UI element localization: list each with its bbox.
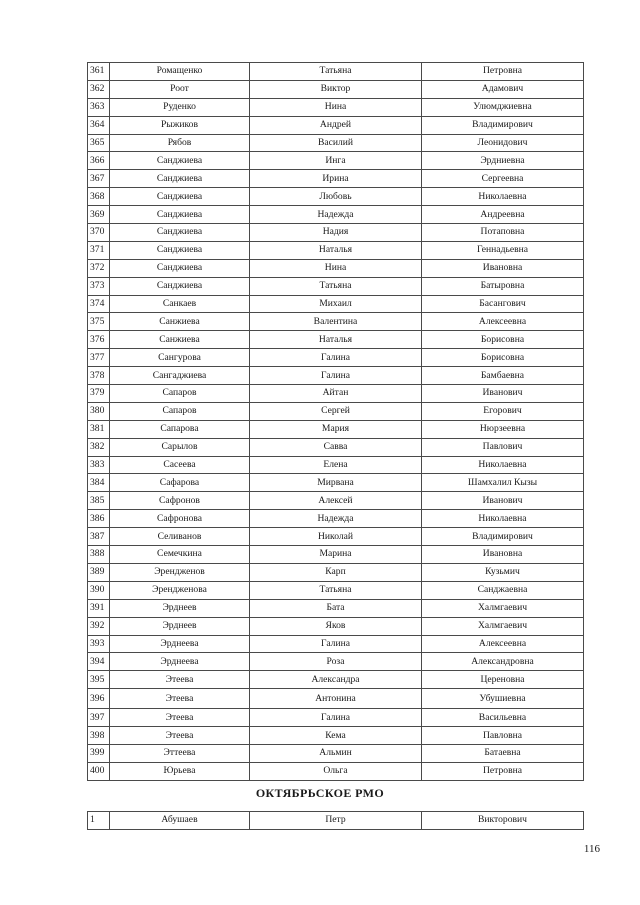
first-name-cell: Андрей xyxy=(250,116,422,134)
first-name-cell: Валентина xyxy=(250,313,422,331)
first-name-cell: Наталья xyxy=(250,331,422,349)
last-name-cell: Санджиева xyxy=(110,152,250,170)
patronymic-cell: Борисовна xyxy=(422,349,584,367)
last-name-cell: Сафронов xyxy=(110,492,250,510)
first-name-cell: Татьяна xyxy=(250,581,422,599)
row-number-cell: 372 xyxy=(88,259,110,277)
row-number-cell: 384 xyxy=(88,474,110,492)
table-row xyxy=(88,474,584,492)
table-row xyxy=(88,617,584,635)
table-row xyxy=(88,152,584,170)
first-name-cell: Надежда xyxy=(250,206,422,224)
first-name-cell: Мирвана xyxy=(250,474,422,492)
row-number-cell: 400 xyxy=(88,762,110,780)
patronymic-cell: Ивановна xyxy=(422,546,584,564)
first-name-cell: Карп xyxy=(250,563,422,581)
table-row xyxy=(88,744,584,762)
patronymic-cell: Кузьмич xyxy=(422,563,584,581)
first-name-cell: Яков xyxy=(250,617,422,635)
patronymic-cell: Эрдниевна xyxy=(422,152,584,170)
patronymic-cell: Петровна xyxy=(422,63,584,81)
row-number-cell: 398 xyxy=(88,727,110,745)
last-name-cell: Санджиева xyxy=(110,259,250,277)
patronymic-cell: Андреевна xyxy=(422,206,584,224)
last-name-cell: Рыжиков xyxy=(110,116,250,134)
first-name-cell: Ирина xyxy=(250,170,422,188)
patronymic-cell: Викторович xyxy=(422,812,584,830)
row-number-cell: 366 xyxy=(88,152,110,170)
row-number-cell: 395 xyxy=(88,671,110,689)
patronymic-cell: Алексеевна xyxy=(422,313,584,331)
patronymic-cell: Батыровна xyxy=(422,277,584,295)
row-number-cell: 374 xyxy=(88,295,110,313)
first-name-cell: Любовь xyxy=(250,188,422,206)
first-name-cell: Савва xyxy=(250,438,422,456)
row-number-cell: 390 xyxy=(88,581,110,599)
first-name-cell: Петр xyxy=(250,812,422,830)
table-row xyxy=(88,528,584,546)
patronymic-cell: Цереновна xyxy=(422,671,584,689)
table-row xyxy=(88,420,584,438)
table-row xyxy=(88,349,584,367)
row-number-cell: 377 xyxy=(88,349,110,367)
row-number-cell: 368 xyxy=(88,188,110,206)
row-number-cell: 399 xyxy=(88,744,110,762)
last-name-cell: Этеева xyxy=(110,709,250,727)
table-row xyxy=(88,689,584,709)
row-number-cell: 362 xyxy=(88,80,110,98)
patronymic-cell: Васильевна xyxy=(422,709,584,727)
last-name-cell: Санкаев xyxy=(110,295,250,313)
table-row xyxy=(88,224,584,242)
last-name-cell: Санджиева xyxy=(110,241,250,259)
roster-table-body xyxy=(88,63,584,781)
last-name-cell: Селиванов xyxy=(110,528,250,546)
patronymic-cell: Улюмджиевна xyxy=(422,98,584,116)
table-row xyxy=(88,277,584,295)
table-row xyxy=(88,241,584,259)
last-name-cell: Эттеева xyxy=(110,744,250,762)
roster-table xyxy=(87,62,584,781)
last-name-cell: Санджиева xyxy=(110,206,250,224)
last-name-cell: Сарылов xyxy=(110,438,250,456)
first-name-cell: Николай xyxy=(250,528,422,546)
table-row xyxy=(88,295,584,313)
table-row xyxy=(88,385,584,403)
row-number-cell: 380 xyxy=(88,402,110,420)
first-name-cell: Татьяна xyxy=(250,63,422,81)
patronymic-cell: Егорович xyxy=(422,402,584,420)
first-name-cell: Елена xyxy=(250,456,422,474)
table-row xyxy=(88,367,584,385)
section-roster-table xyxy=(87,811,584,830)
first-name-cell: Сергей xyxy=(250,402,422,420)
patronymic-cell: Павловна xyxy=(422,727,584,745)
last-name-cell: Санджиева xyxy=(110,277,250,295)
row-number-cell: 393 xyxy=(88,635,110,653)
patronymic-cell: Адамович xyxy=(422,80,584,98)
first-name-cell: Галина xyxy=(250,349,422,367)
first-name-cell: Альмин xyxy=(250,744,422,762)
table-row xyxy=(88,653,584,671)
first-name-cell: Надия xyxy=(250,224,422,242)
table-row xyxy=(88,456,584,474)
last-name-cell: Сапаров xyxy=(110,385,250,403)
first-name-cell: Наталья xyxy=(250,241,422,259)
last-name-cell: Эрднеева xyxy=(110,635,250,653)
patronymic-cell: Павлович xyxy=(422,438,584,456)
last-name-cell: Эрднеев xyxy=(110,617,250,635)
table-row xyxy=(88,134,584,152)
last-name-cell: Сафарова xyxy=(110,474,250,492)
table-row xyxy=(88,98,584,116)
first-name-cell: Антонина xyxy=(250,689,422,709)
patronymic-cell: Батаевна xyxy=(422,744,584,762)
last-name-cell: Сасеева xyxy=(110,456,250,474)
last-name-cell: Этеева xyxy=(110,727,250,745)
last-name-cell: Эрднеев xyxy=(110,599,250,617)
first-name-cell: Айтан xyxy=(250,385,422,403)
first-name-cell: Александра xyxy=(250,671,422,689)
last-name-cell: Рябов xyxy=(110,134,250,152)
patronymic-cell: Николаевна xyxy=(422,510,584,528)
last-name-cell: Сангурова xyxy=(110,349,250,367)
patronymic-cell: Убушиевна xyxy=(422,689,584,709)
last-name-cell: Эрднеева xyxy=(110,653,250,671)
row-number-cell: 386 xyxy=(88,510,110,528)
row-number-cell: 381 xyxy=(88,420,110,438)
row-number-cell: 388 xyxy=(88,546,110,564)
first-name-cell: Кема xyxy=(250,727,422,745)
patronymic-cell: Халмгаевич xyxy=(422,599,584,617)
table-row xyxy=(88,206,584,224)
row-number-cell: 365 xyxy=(88,134,110,152)
first-name-cell: Василий xyxy=(250,134,422,152)
row-number-cell: 389 xyxy=(88,563,110,581)
patronymic-cell: Александровна xyxy=(422,653,584,671)
first-name-cell: Галина xyxy=(250,635,422,653)
first-name-cell: Инга xyxy=(250,152,422,170)
first-name-cell: Галина xyxy=(250,367,422,385)
row-number-cell: 391 xyxy=(88,599,110,617)
patronymic-cell: Нюрзеевна xyxy=(422,420,584,438)
first-name-cell: Роза xyxy=(250,653,422,671)
first-name-cell: Нина xyxy=(250,259,422,277)
row-number-cell: 397 xyxy=(88,709,110,727)
row-number-cell: 369 xyxy=(88,206,110,224)
patronymic-cell: Владимирович xyxy=(422,116,584,134)
table-row xyxy=(88,727,584,745)
patronymic-cell: Геннадьевна xyxy=(422,241,584,259)
last-name-cell: Сапаров xyxy=(110,402,250,420)
row-number-cell: 370 xyxy=(88,224,110,242)
last-name-cell: Абушаев xyxy=(110,812,250,830)
patronymic-cell: Шамхалил Кызы xyxy=(422,474,584,492)
first-name-cell: Виктор xyxy=(250,80,422,98)
row-number-cell: 378 xyxy=(88,367,110,385)
last-name-cell: Сафронова xyxy=(110,510,250,528)
last-name-cell: Семечкина xyxy=(110,546,250,564)
row-number-cell: 385 xyxy=(88,492,110,510)
table-row xyxy=(88,63,584,81)
row-number-cell: 376 xyxy=(88,331,110,349)
patronymic-cell: Сергеевна xyxy=(422,170,584,188)
section-roster-body xyxy=(88,812,584,830)
table-row xyxy=(88,599,584,617)
table-row xyxy=(88,762,584,780)
patronymic-cell: Алексеевна xyxy=(422,635,584,653)
table-row xyxy=(88,492,584,510)
row-number-cell: 383 xyxy=(88,456,110,474)
patronymic-cell: Ивановна xyxy=(422,259,584,277)
last-name-cell: Юрьева xyxy=(110,762,250,780)
table-row xyxy=(88,170,584,188)
table-row xyxy=(88,812,584,830)
table-row xyxy=(88,510,584,528)
first-name-cell: Галина xyxy=(250,709,422,727)
first-name-cell: Марина xyxy=(250,546,422,564)
table-row xyxy=(88,581,584,599)
section-heading: ОКТЯБРЬСКОЕ РМО xyxy=(255,786,385,800)
last-name-cell: Сангаджиева xyxy=(110,367,250,385)
patronymic-cell: Борисовна xyxy=(422,331,584,349)
patronymic-cell: Николаевна xyxy=(422,188,584,206)
row-number-cell: 396 xyxy=(88,689,110,709)
table-row xyxy=(88,546,584,564)
table-row xyxy=(88,116,584,134)
patronymic-cell: Леонидович xyxy=(422,134,584,152)
table-row xyxy=(88,635,584,653)
last-name-cell: Этеева xyxy=(110,671,250,689)
first-name-cell: Нина xyxy=(250,98,422,116)
patronymic-cell: Халмгаевич xyxy=(422,617,584,635)
row-number-cell: 375 xyxy=(88,313,110,331)
patronymic-cell: Басангович xyxy=(422,295,584,313)
patronymic-cell: Владимирович xyxy=(422,528,584,546)
row-number-cell: 382 xyxy=(88,438,110,456)
patronymic-cell: Иванович xyxy=(422,385,584,403)
row-number-cell: 392 xyxy=(88,617,110,635)
last-name-cell: Роот xyxy=(110,80,250,98)
table-row xyxy=(88,563,584,581)
table-row xyxy=(88,188,584,206)
last-name-cell: Санжиева xyxy=(110,313,250,331)
row-number-cell: 373 xyxy=(88,277,110,295)
last-name-cell: Санджиева xyxy=(110,188,250,206)
first-name-cell: Ольга xyxy=(250,762,422,780)
row-number-cell: 379 xyxy=(88,385,110,403)
table-row xyxy=(88,331,584,349)
last-name-cell: Санжиева xyxy=(110,331,250,349)
row-number-cell: 363 xyxy=(88,98,110,116)
row-number-cell: 394 xyxy=(88,653,110,671)
table-row xyxy=(88,438,584,456)
row-number-cell: 1 xyxy=(88,812,110,830)
row-number-cell: 364 xyxy=(88,116,110,134)
table-row xyxy=(88,259,584,277)
last-name-cell: Ромащенко xyxy=(110,63,250,81)
table-row xyxy=(88,402,584,420)
patronymic-cell: Бамбаевна xyxy=(422,367,584,385)
row-number-cell: 361 xyxy=(88,63,110,81)
table-row xyxy=(88,709,584,727)
row-number-cell: 367 xyxy=(88,170,110,188)
patronymic-cell: Николаевна xyxy=(422,456,584,474)
first-name-cell: Надежда xyxy=(250,510,422,528)
row-number-cell: 371 xyxy=(88,241,110,259)
first-name-cell: Михаил xyxy=(250,295,422,313)
last-name-cell: Этеева xyxy=(110,689,250,709)
patronymic-cell: Иванович xyxy=(422,492,584,510)
table-row xyxy=(88,671,584,689)
first-name-cell: Мария xyxy=(250,420,422,438)
page-number: 116 xyxy=(583,843,600,855)
table-row xyxy=(88,313,584,331)
last-name-cell: Эрендженова xyxy=(110,581,250,599)
patronymic-cell: Санджаевна xyxy=(422,581,584,599)
first-name-cell: Татьяна xyxy=(250,277,422,295)
last-name-cell: Санджиева xyxy=(110,170,250,188)
row-number-cell: 387 xyxy=(88,528,110,546)
first-name-cell: Бата xyxy=(250,599,422,617)
table-row xyxy=(88,80,584,98)
last-name-cell: Эрендженов xyxy=(110,563,250,581)
patronymic-cell: Петровна xyxy=(422,762,584,780)
first-name-cell: Алексей xyxy=(250,492,422,510)
last-name-cell: Сапарова xyxy=(110,420,250,438)
last-name-cell: Руденко xyxy=(110,98,250,116)
patronymic-cell: Потаповна xyxy=(422,224,584,242)
last-name-cell: Санджиева xyxy=(110,224,250,242)
